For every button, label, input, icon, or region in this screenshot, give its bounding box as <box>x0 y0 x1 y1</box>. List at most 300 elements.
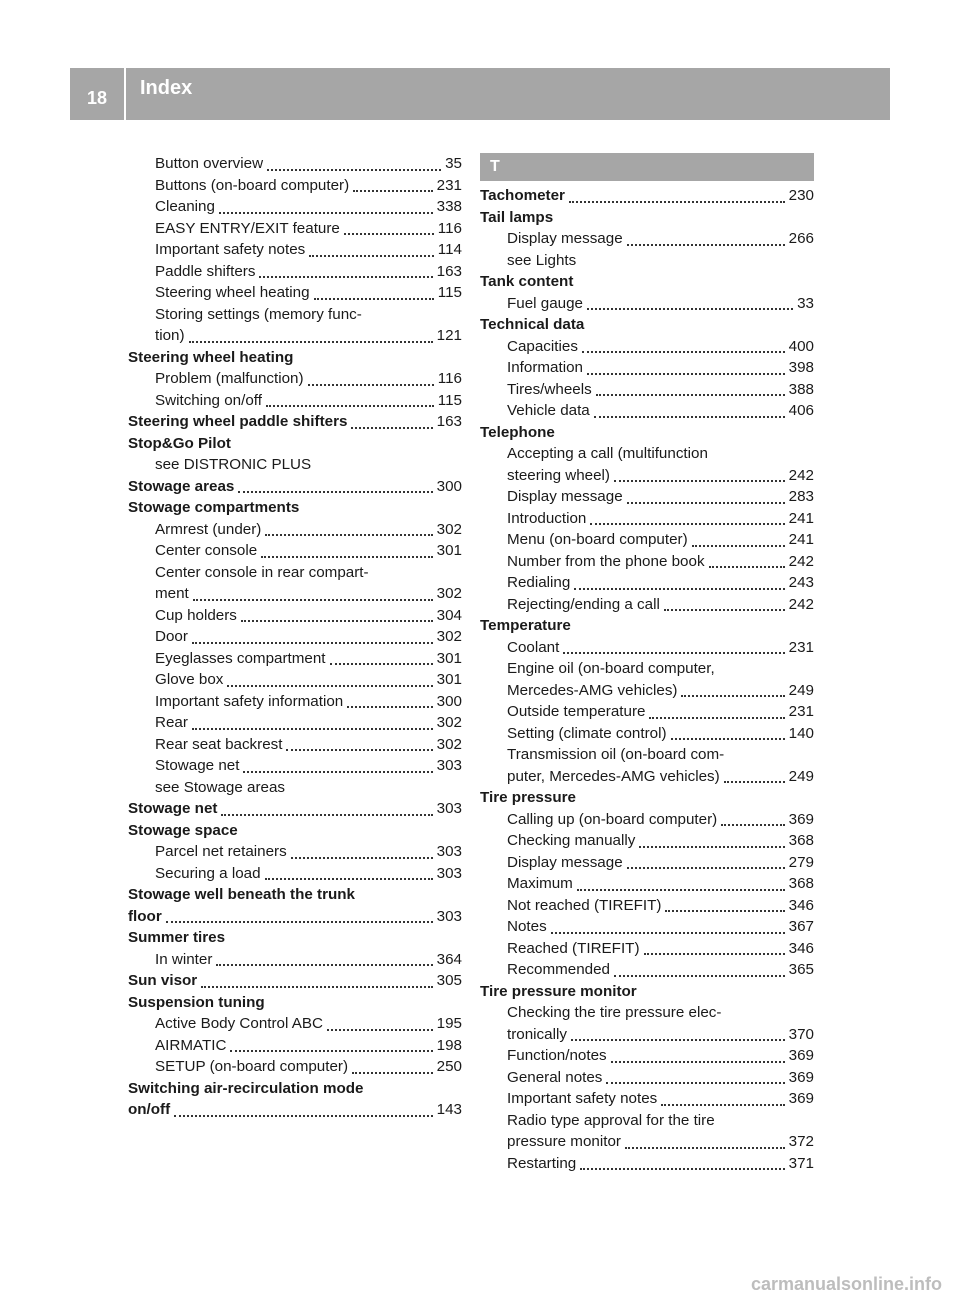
entry-page: 400 <box>788 337 814 355</box>
dot-leader <box>219 211 433 214</box>
entry-page: 398 <box>788 359 814 376</box>
entry-text: Not reached (TIREFIT) <box>507 896 662 914</box>
index-entry <box>128 583 462 605</box>
entry-text: Mercedes-AMG vehicles) <box>507 681 678 699</box>
entry-text: Switching air-recirculation mode <box>128 1079 364 1097</box>
entry-page: 163 <box>436 262 462 280</box>
entry-text: AIRMATIC <box>155 1036 227 1054</box>
entry-text: Center console in rear compart- <box>155 563 369 581</box>
entry-text: puter, Mercedes-AMG vehicles) <box>507 767 720 785</box>
entry-page: 231 <box>788 703 814 720</box>
entry-page: 249 <box>788 681 814 699</box>
entry-page: 369 <box>788 1090 814 1107</box>
entry-text: Rejecting/ending a call <box>507 595 660 613</box>
entry-page: 163 <box>436 413 462 430</box>
entry-page: 198 <box>436 1036 462 1054</box>
index-entry <box>128 218 462 240</box>
index-entry <box>480 916 814 938</box>
entry-text: Steering wheel paddle shifters <box>128 413 348 430</box>
entry-page: 302 <box>436 714 462 731</box>
entry-text: Stop&Go Pilot <box>128 434 231 452</box>
entry-page: 241 <box>788 531 814 548</box>
dot-leader <box>587 307 793 310</box>
entry-text: Important safety notes <box>155 241 306 258</box>
dot-leader <box>166 920 433 923</box>
entry-text: Rear <box>155 714 188 731</box>
dot-leader <box>308 383 434 386</box>
entry-page: 121 <box>436 327 462 344</box>
entry-text: Cleaning <box>155 198 215 215</box>
index-entry <box>128 906 462 928</box>
entry-text: Active Body Control ABC <box>155 1015 323 1032</box>
dot-leader <box>189 340 433 343</box>
index-entry <box>128 325 462 347</box>
entry-page: 368 <box>788 832 814 849</box>
index-entry <box>480 637 814 659</box>
index-entries <box>480 185 814 1174</box>
dot-leader <box>644 952 785 955</box>
index-entry <box>128 648 462 670</box>
dot-leader <box>606 1081 784 1084</box>
entry-page: 195 <box>436 1015 462 1032</box>
entry-text: Glove box <box>155 671 224 688</box>
entry-page: 230 <box>788 187 814 204</box>
index-entry <box>128 153 462 175</box>
index-entry <box>128 476 462 498</box>
entry-text: Important safety notes <box>507 1090 658 1107</box>
entry-text: Maximum <box>507 875 573 892</box>
index-entry <box>128 304 462 326</box>
entry-text: Coolant <box>507 638 560 656</box>
dot-leader <box>664 608 785 611</box>
entry-text: on/off <box>128 1101 171 1118</box>
entry-page: 301 <box>436 542 462 559</box>
entry-page: 305 <box>436 972 462 989</box>
entry-page: 283 <box>788 488 814 505</box>
dot-leader <box>569 200 785 203</box>
index-entry <box>480 701 814 723</box>
dot-leader <box>721 823 784 826</box>
dot-leader <box>692 544 785 547</box>
dot-leader <box>590 522 784 525</box>
entry-page: 364 <box>436 950 462 968</box>
entry-text: ment <box>155 585 189 602</box>
dot-leader <box>665 909 784 912</box>
dot-leader <box>241 619 433 622</box>
index-entry <box>128 820 462 842</box>
entry-text: Display message <box>507 488 623 505</box>
index-entry <box>480 357 814 379</box>
entry-page: 115 <box>437 284 462 301</box>
entry-text: Sun visor <box>128 972 198 989</box>
index-entry <box>480 1110 814 1132</box>
entry-text: Paddle shifters <box>155 262 256 280</box>
dot-leader <box>314 297 434 300</box>
index-entry <box>480 271 814 293</box>
entry-page: 388 <box>788 380 814 398</box>
entry-text: see Stowage areas <box>155 778 286 796</box>
entry-text: Function/notes <box>507 1047 607 1064</box>
entry-text: Cup holders <box>155 606 237 624</box>
dot-leader <box>192 727 433 730</box>
index-entry <box>480 938 814 960</box>
dot-leader <box>709 565 785 568</box>
dot-leader <box>596 393 785 396</box>
index-entry <box>128 282 462 304</box>
index-entry <box>128 691 462 713</box>
entry-page: 304 <box>436 606 462 624</box>
index-entry <box>480 486 814 508</box>
index-entry <box>480 787 814 809</box>
entry-text: Stowage areas <box>128 477 235 495</box>
index-entry <box>480 465 814 487</box>
dot-leader <box>259 275 432 278</box>
dot-leader <box>577 888 785 891</box>
index-entry <box>128 411 462 433</box>
page-header <box>70 68 890 120</box>
entry-text: Center console <box>155 542 258 559</box>
entry-page: 116 <box>437 219 462 237</box>
entry-text: Eyeglasses compartment <box>155 649 326 667</box>
entry-text: Button overview <box>155 155 264 172</box>
dot-leader <box>671 737 785 740</box>
index-entry <box>480 981 814 1003</box>
page-number: 18 <box>70 68 126 120</box>
dot-leader <box>563 651 784 654</box>
entry-text: floor <box>128 907 162 925</box>
index-entry <box>128 368 462 390</box>
index-entry <box>128 562 462 584</box>
entry-page: 33 <box>797 294 814 312</box>
entry-text: steering wheel) <box>507 466 610 484</box>
index-entry <box>480 293 814 315</box>
index-entry <box>480 873 814 895</box>
entry-text: Radio type approval for the tire <box>507 1111 715 1129</box>
dot-leader <box>352 1071 433 1074</box>
entry-text: Fuel gauge <box>507 294 583 312</box>
index-entry <box>128 884 462 906</box>
index-entry <box>128 454 462 476</box>
index-entry <box>480 185 814 207</box>
entry-text: Recommended <box>507 961 610 978</box>
entry-text: Vehicle data <box>507 402 590 419</box>
index-entry <box>480 1088 814 1110</box>
entry-page: 302 <box>436 585 462 602</box>
entry-text: Information <box>507 359 583 376</box>
index-entry <box>128 777 462 799</box>
entry-page: 243 <box>788 574 814 591</box>
entry-text: Tire pressure <box>480 789 576 806</box>
index-entry <box>128 540 462 562</box>
dot-leader <box>594 415 785 418</box>
index-entry <box>480 1067 814 1089</box>
dot-leader <box>627 866 785 869</box>
entry-text: Technical data <box>480 316 585 333</box>
index-entry <box>480 744 814 766</box>
entry-page: 241 <box>788 509 814 527</box>
index-entry <box>480 830 814 852</box>
entry-page: 266 <box>788 230 814 247</box>
dot-leader <box>344 232 434 235</box>
entry-page: 370 <box>788 1025 814 1043</box>
dot-leader <box>216 963 432 966</box>
index-column-left <box>128 153 462 1121</box>
entry-text: Introduction <box>507 509 587 527</box>
entry-text: Tank content <box>480 273 574 290</box>
index-entry <box>128 239 462 261</box>
index-entry <box>480 336 814 358</box>
dot-leader <box>286 748 432 751</box>
entry-text: Stowage space <box>128 821 238 839</box>
dot-leader <box>201 985 432 988</box>
entry-text: Steering wheel heating <box>155 284 310 301</box>
entry-page: 346 <box>788 896 814 914</box>
dot-leader <box>238 490 432 493</box>
dot-leader <box>265 533 432 536</box>
entry-text: Tire pressure monitor <box>480 982 637 1000</box>
entry-text: Storing settings (memory func- <box>155 305 362 323</box>
dot-leader <box>639 845 784 848</box>
index-entry <box>480 680 814 702</box>
index-entry <box>128 1013 462 1035</box>
index-entry <box>128 626 462 648</box>
index-entry <box>480 594 814 616</box>
entry-text: Door <box>155 628 188 645</box>
entry-text: EASY ENTRY/EXIT feature <box>155 219 340 237</box>
dot-leader <box>627 501 785 504</box>
entry-text: pressure monitor <box>507 1133 621 1150</box>
entry-page: 114 <box>437 241 462 258</box>
entry-text: Problem (malfunction) <box>155 370 304 387</box>
index-entry <box>128 390 462 412</box>
dot-leader <box>574 587 784 590</box>
entry-page: 302 <box>436 628 462 645</box>
entry-text: Capacities <box>507 337 578 355</box>
dot-leader <box>309 254 434 257</box>
dot-leader <box>627 243 785 246</box>
index-entry <box>128 1035 462 1057</box>
entry-text: Redialing <box>507 574 571 591</box>
entry-page: 242 <box>788 552 814 570</box>
index-entry <box>480 723 814 745</box>
entry-text: Display message <box>507 230 623 247</box>
entry-text: Accepting a call (multifunction <box>507 445 708 462</box>
index-entry <box>480 379 814 401</box>
dot-leader <box>351 426 432 429</box>
index-entry <box>128 1056 462 1078</box>
letter-heading: T <box>480 153 814 181</box>
entry-text: Outside temperature <box>507 703 646 720</box>
index-entry <box>128 712 462 734</box>
index-entry <box>480 1131 814 1153</box>
entry-page: 303 <box>436 757 462 774</box>
dot-leader <box>580 1167 784 1170</box>
index-entry <box>128 605 462 627</box>
dot-leader <box>614 974 785 977</box>
index-entry <box>128 734 462 756</box>
index-entry <box>480 207 814 229</box>
entry-page: 249 <box>788 767 814 785</box>
index-entry <box>480 314 814 336</box>
index-entry <box>480 766 814 788</box>
entry-text: Checking manually <box>507 832 636 849</box>
dot-leader <box>582 350 785 353</box>
entry-text: Rear seat backrest <box>155 735 283 753</box>
index-entry <box>480 895 814 917</box>
index-entry <box>480 658 814 680</box>
entry-page: 371 <box>788 1154 814 1172</box>
entry-page: 279 <box>788 853 814 871</box>
index-entry <box>480 959 814 981</box>
index-entry <box>128 196 462 218</box>
dot-leader <box>221 813 432 816</box>
entry-page: 369 <box>788 1047 814 1064</box>
entry-text: see DISTRONIC PLUS <box>155 456 312 473</box>
entry-text: Tires/wheels <box>507 380 592 398</box>
index-entry <box>480 852 814 874</box>
entry-page: 231 <box>788 638 814 656</box>
index-entry <box>480 615 814 637</box>
index-entry <box>128 755 462 777</box>
index-column-right <box>480 153 814 1174</box>
dot-leader <box>230 1049 432 1052</box>
dot-leader <box>291 856 433 859</box>
entry-text: Temperature <box>480 617 571 634</box>
index-entry <box>480 529 814 551</box>
entry-text: Parcel net retainers <box>155 843 287 860</box>
entry-page: 372 <box>788 1133 814 1150</box>
dot-leader <box>551 931 785 934</box>
index-entry <box>128 1099 462 1121</box>
entry-page: 368 <box>788 875 814 892</box>
dot-leader <box>611 1060 785 1063</box>
entry-text: Armrest (under) <box>155 520 262 538</box>
index-entry <box>480 572 814 594</box>
dot-leader <box>174 1114 432 1117</box>
entry-page: 365 <box>788 961 814 978</box>
entry-text: Summer tires <box>128 929 226 946</box>
index-entry <box>128 927 462 949</box>
index-entry <box>480 1024 814 1046</box>
dot-leader <box>571 1038 785 1041</box>
dot-leader <box>587 372 785 375</box>
index-entry <box>128 1078 462 1100</box>
index-entry <box>128 669 462 691</box>
entry-text: Engine oil (on-board computer, <box>507 660 715 677</box>
index-entry <box>128 175 462 197</box>
dot-leader <box>681 694 784 697</box>
entry-text: Stowage net <box>128 800 218 817</box>
entry-text: Restarting <box>507 1154 577 1172</box>
entry-page: 338 <box>436 198 462 215</box>
entry-text: Securing a load <box>155 864 261 882</box>
index-entry <box>480 1153 814 1175</box>
dot-leader <box>266 404 434 407</box>
index-entry <box>480 1002 814 1024</box>
index-entry <box>128 970 462 992</box>
index-entry <box>128 433 462 455</box>
entry-text: Display message <box>507 853 623 871</box>
entry-page: 300 <box>436 692 462 710</box>
dot-leader <box>330 662 433 665</box>
entry-page: 367 <box>788 918 814 935</box>
entry-text: tronically <box>507 1025 567 1043</box>
dot-leader <box>327 1028 433 1031</box>
entry-text: Menu (on-board computer) <box>507 531 688 548</box>
entry-text: Suspension tuning <box>128 993 265 1011</box>
watermark: carmanualsonline.info <box>750 1274 942 1294</box>
entry-page: 302 <box>436 520 462 538</box>
entry-text: Transmission oil (on-board com- <box>507 746 725 763</box>
index-entry <box>480 228 814 250</box>
entry-text: Stowage net <box>155 757 240 774</box>
index-entry <box>128 347 462 369</box>
entry-text: Telephone <box>480 423 555 441</box>
entry-page: 116 <box>437 370 462 387</box>
entry-page: 143 <box>436 1101 462 1118</box>
entry-text: Tachometer <box>480 187 565 204</box>
dot-leader <box>192 641 433 644</box>
index-entry <box>128 798 462 820</box>
index-entry <box>480 551 814 573</box>
entry-page: 406 <box>788 402 814 419</box>
entry-text: Reached (TIREFIT) <box>507 939 640 957</box>
dot-leader <box>243 770 432 773</box>
entry-page: 250 <box>436 1058 462 1075</box>
entry-text: Setting (climate control) <box>507 724 667 742</box>
entry-text: Calling up (on-board computer) <box>507 810 718 828</box>
entry-text: Steering wheel heating <box>128 348 294 366</box>
entry-page: 242 <box>788 595 814 613</box>
dot-leader <box>227 684 432 687</box>
index-entry <box>480 809 814 831</box>
dot-leader <box>353 189 432 192</box>
entry-page: 242 <box>788 466 814 484</box>
index-entry <box>128 992 462 1014</box>
entry-page: 303 <box>436 843 462 860</box>
entry-page: 300 <box>436 477 462 495</box>
section-title: Index <box>140 77 193 99</box>
entry-page: 303 <box>436 864 462 882</box>
entry-page: 303 <box>436 907 462 925</box>
index-entry <box>480 250 814 272</box>
entry-text: Important safety information <box>155 692 344 710</box>
entry-page: 301 <box>436 649 462 667</box>
entry-text: General notes <box>507 1068 603 1086</box>
index-entry <box>128 949 462 971</box>
entry-text: In winter <box>155 950 213 968</box>
entry-page: 369 <box>788 810 814 828</box>
entry-page: 369 <box>788 1068 814 1086</box>
dot-leader <box>661 1103 784 1106</box>
index-entry <box>128 841 462 863</box>
dot-leader <box>265 877 433 880</box>
dot-leader <box>267 168 441 171</box>
index-entry <box>128 261 462 283</box>
dot-leader <box>193 598 433 601</box>
entry-text: see Lights <box>507 251 577 269</box>
dot-leader <box>649 716 784 719</box>
entry-page: 231 <box>436 176 462 194</box>
entry-text: Switching on/off <box>155 391 262 409</box>
index-entry <box>128 519 462 541</box>
entry-page: 301 <box>436 671 462 688</box>
entry-text: Tail lamps <box>480 208 554 226</box>
entry-page: 302 <box>436 735 462 753</box>
entry-text: Stowage compartments <box>128 499 300 516</box>
index-entry <box>480 422 814 444</box>
index-entry <box>480 1045 814 1067</box>
